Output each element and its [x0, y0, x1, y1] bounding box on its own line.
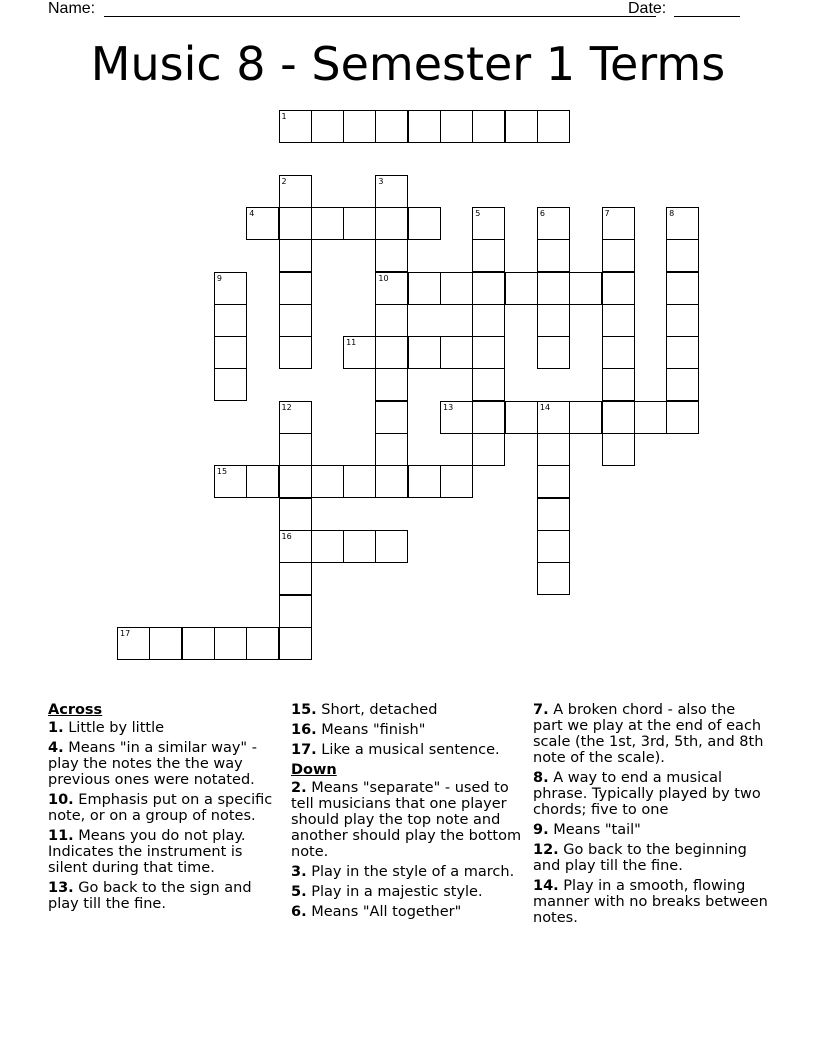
date-label: Date: [628, 0, 667, 17]
clue-number-label: 4 [249, 208, 255, 218]
grid-cell[interactable] [440, 336, 473, 369]
clue-number-label: 11 [346, 338, 357, 348]
down-heading: Down [291, 762, 337, 778]
grid-cell-4[interactable] [246, 207, 279, 240]
grid-cell[interactable] [666, 239, 699, 272]
clue-down-7: 7. A broken chord - also the part we play at the end of each scale (the 1st, 3rd, 5th, and 8th note of the scale). [533, 702, 764, 766]
grid-cell[interactable] [602, 272, 635, 305]
grid-cell[interactable] [537, 530, 570, 563]
grid-cell-8[interactable] [666, 207, 699, 240]
grid-cell[interactable] [408, 207, 441, 240]
grid-cell[interactable] [311, 530, 344, 563]
clue-number-label: 12 [281, 402, 292, 412]
grid-cell[interactable] [408, 110, 441, 143]
grid-cell[interactable] [408, 272, 441, 305]
grid-cell[interactable] [472, 336, 505, 369]
grid-cell[interactable] [214, 304, 247, 337]
grid-cell[interactable] [472, 239, 505, 272]
grid-cell[interactable] [279, 562, 312, 595]
grid-cell-5[interactable] [472, 207, 505, 240]
grid-cell-9[interactable] [214, 272, 247, 305]
clue-down-3: 3. Play in the style of a march. [291, 864, 515, 880]
grid-cell-11[interactable] [343, 336, 376, 369]
grid-cell[interactable] [246, 465, 279, 498]
clue-number-label: 13 [443, 402, 454, 412]
grid-cell[interactable] [279, 239, 312, 272]
grid-cell[interactable] [602, 433, 635, 466]
grid-cell[interactable] [472, 272, 505, 305]
clue-number-label: 17 [120, 628, 131, 638]
clue-down-12: 12. Go back to the beginning and play till the fine. [533, 842, 747, 874]
grid-cell[interactable] [440, 110, 473, 143]
grid-cell-15[interactable] [214, 465, 247, 498]
clue-across-16: 16. Means "finish" [291, 722, 426, 738]
grid-cell[interactable] [602, 401, 635, 434]
grid-cell[interactable] [472, 110, 505, 143]
grid-cell-16[interactable] [279, 530, 312, 563]
clue-number-label: 15 [216, 467, 228, 477]
clue-across-15: 15. Short, detached [291, 702, 438, 718]
grid-cell[interactable] [375, 336, 408, 369]
grid-cell[interactable] [375, 433, 408, 466]
grid-cell-13[interactable] [440, 401, 473, 434]
grid-cell[interactable] [375, 530, 408, 563]
grid-cell[interactable] [634, 401, 667, 434]
grid-cell[interactable] [440, 465, 473, 498]
grid-cell[interactable] [311, 207, 344, 240]
clue-number-label: 16 [281, 531, 292, 541]
clue-across-17: 17. Like a musical sentence. [291, 742, 500, 758]
grid-cell-6[interactable] [537, 207, 570, 240]
grid-cell[interactable] [505, 401, 538, 434]
grid-cell[interactable] [279, 498, 312, 531]
grid-cell-12[interactable] [279, 401, 312, 434]
grid-cell[interactable] [279, 595, 312, 628]
clue-down-9: 9. Means "tail" [533, 822, 641, 838]
grid-cell[interactable] [569, 401, 602, 434]
grid-cell[interactable] [279, 465, 312, 498]
grid-cell[interactable] [472, 368, 505, 401]
clue-down-8: 8. A way to end a musical phrase. Typically played by two chords; five to one [533, 770, 761, 818]
grid-cell[interactable] [505, 272, 538, 305]
clue-number-label: 7 [604, 208, 610, 218]
clue-number-label: 14 [539, 402, 551, 412]
clue-number-label: 3 [378, 176, 384, 186]
grid-cell[interactable] [408, 465, 441, 498]
grid-cell[interactable] [279, 336, 312, 369]
grid-cell[interactable] [279, 304, 312, 337]
grid-cell[interactable] [214, 627, 247, 660]
grid-cell[interactable] [666, 336, 699, 369]
grid-cell[interactable] [472, 433, 505, 466]
grid-cell-10[interactable] [375, 272, 408, 305]
clue-number-label: 2 [281, 176, 287, 186]
grid-cell[interactable] [537, 239, 570, 272]
grid-cell-7[interactable] [602, 207, 635, 240]
grid-cell[interactable] [343, 465, 376, 498]
grid-cell[interactable] [666, 401, 699, 434]
grid-cell[interactable] [537, 433, 570, 466]
grid-cell[interactable] [505, 110, 538, 143]
across-heading: Across [48, 702, 103, 718]
grid-cell[interactable] [408, 336, 441, 369]
grid-cell[interactable] [569, 272, 602, 305]
grid-cell-14[interactable] [537, 401, 570, 434]
grid-cell[interactable] [666, 368, 699, 401]
clue-across-4: 4. Means "in a similar way" - play the notes the the way previous ones were notated. [48, 740, 257, 788]
grid-cell[interactable] [182, 627, 215, 660]
clue-down-2: 2. Means "separate" - used to tell musicians that one player should play the top note and another should play the bottom note. [291, 780, 522, 860]
grid-cell[interactable] [279, 627, 312, 660]
grid-cell[interactable] [311, 110, 344, 143]
grid-cell[interactable] [537, 562, 570, 595]
clue-number-label: 6 [539, 208, 545, 218]
grid-cell[interactable] [149, 627, 182, 660]
grid-cell[interactable] [375, 110, 408, 143]
grid-cell[interactable] [537, 465, 570, 498]
clue-across-13: 13. Go back to the sign and play till the fine. [48, 880, 252, 912]
clues-column-2 [291, 702, 527, 924]
clue-down-14: 14. Play in a smooth, flowing manner with no breaks between notes. [533, 878, 768, 926]
grid-cell[interactable] [602, 336, 635, 369]
grid-cell[interactable] [666, 272, 699, 305]
grid-cell[interactable] [375, 368, 408, 401]
grid-cell[interactable] [375, 207, 408, 240]
grid-cell[interactable] [279, 272, 312, 305]
grid-cell[interactable] [246, 627, 279, 660]
grid-cell[interactable] [375, 239, 408, 272]
clue-across-11: 11. Means you do not play. Indicates the instrument is silent during that time. [48, 828, 246, 876]
clue-number-label: 9 [216, 273, 222, 283]
clue-down-5: 5. Play in a majestic style. [291, 884, 483, 900]
grid-cell[interactable] [602, 304, 635, 337]
grid-cell[interactable] [214, 368, 247, 401]
clue-across-10: 10. Emphasis put on a specific note, or on a group of notes. [48, 792, 273, 824]
grid-cell[interactable] [537, 498, 570, 531]
grid-cell[interactable] [537, 110, 570, 143]
grid-cell[interactable] [375, 465, 408, 498]
grid-cell-2[interactable] [279, 175, 312, 208]
grid-cell[interactable] [311, 465, 344, 498]
clues-column-3 [533, 702, 769, 930]
name-label: Name: [48, 0, 96, 17]
grid-cell[interactable] [602, 239, 635, 272]
clue-number-label: 5 [475, 208, 481, 218]
clue-across-1: 1. Little by little [48, 720, 165, 736]
grid-cell[interactable] [214, 336, 247, 369]
grid-cell[interactable] [375, 304, 408, 337]
grid-cell[interactable] [472, 401, 505, 434]
grid-cell[interactable] [537, 336, 570, 369]
grid-cell[interactable] [537, 272, 570, 305]
grid-cell[interactable] [537, 304, 570, 337]
grid-cell[interactable] [666, 304, 699, 337]
grid-cell[interactable] [602, 368, 635, 401]
grid-cell[interactable] [472, 304, 505, 337]
grid-cell-1[interactable] [279, 110, 312, 143]
grid-cell[interactable] [440, 272, 473, 305]
grid-cell[interactable] [343, 110, 376, 143]
clue-number-label: 10 [378, 273, 389, 283]
page-title: Music 8 - Semester 1 Terms [90, 37, 726, 91]
clue-down-6: 6. Means "All together" [291, 904, 462, 920]
clue-number-label: 8 [669, 208, 675, 218]
grid-cell[interactable] [279, 433, 312, 466]
grid-cell-3[interactable] [375, 175, 408, 208]
grid-cell-17[interactable] [117, 627, 150, 660]
grid-cell[interactable] [343, 530, 376, 563]
grid-cell[interactable] [343, 207, 376, 240]
grid-cell[interactable] [279, 207, 312, 240]
clues-column-1 [48, 702, 284, 916]
grid-cell[interactable] [375, 401, 408, 434]
clue-number-label: 1 [281, 112, 287, 121]
